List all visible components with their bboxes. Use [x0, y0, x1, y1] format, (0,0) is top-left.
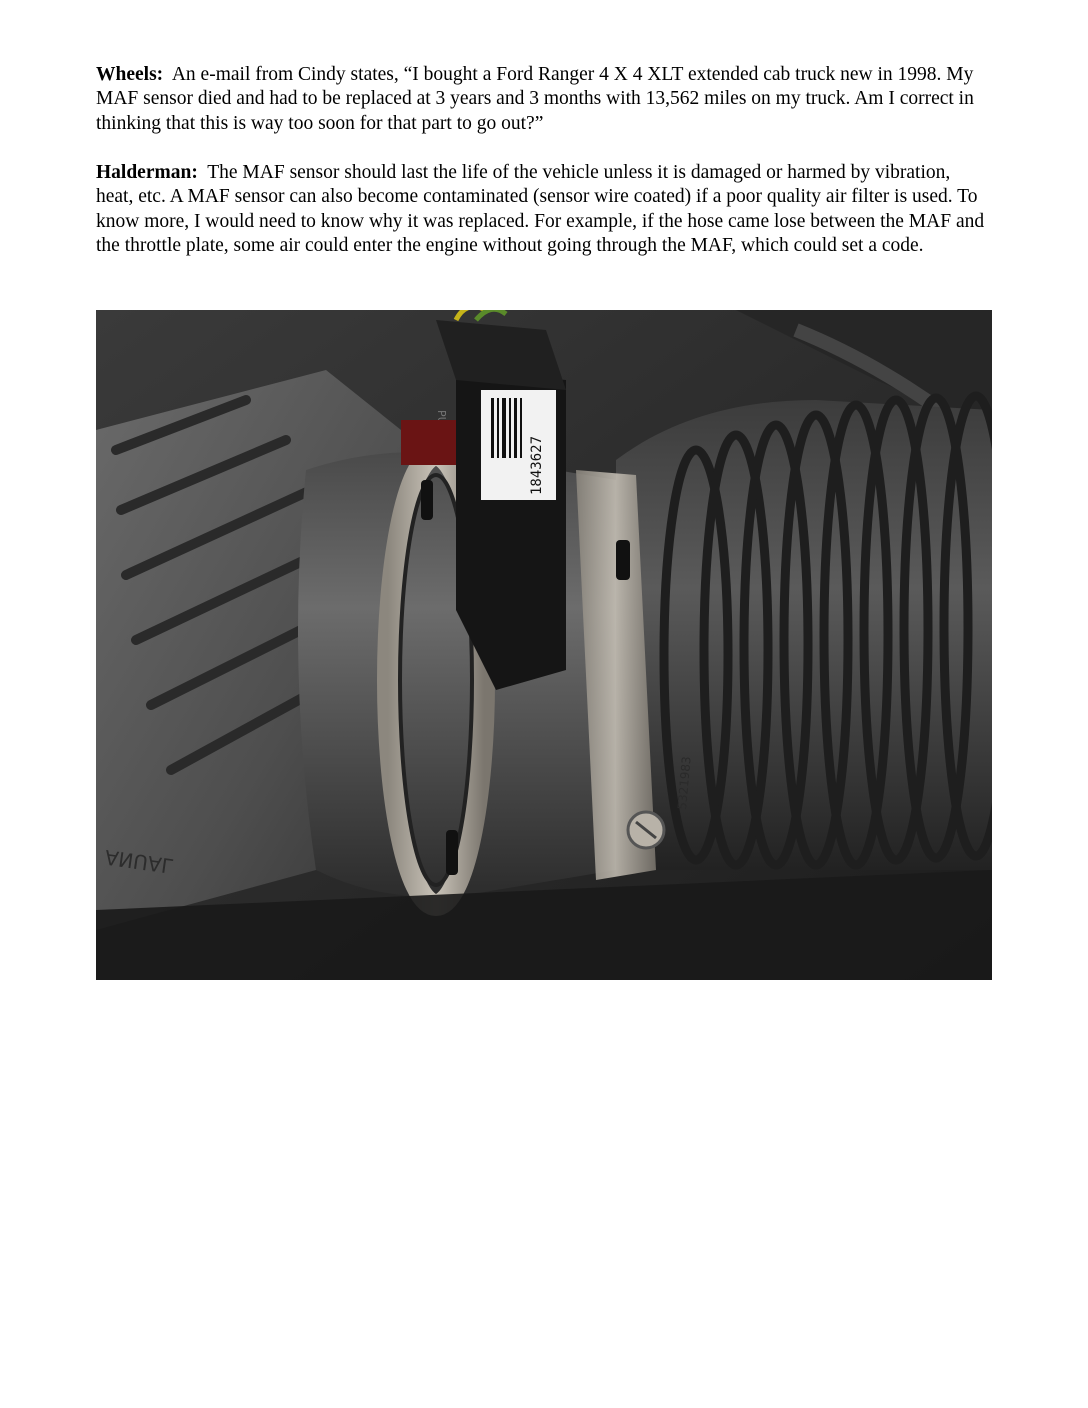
maf-sensor-photo: [96, 310, 992, 980]
sensor-barcode-label: [481, 390, 556, 500]
speaker-wheels: Wheels:: [96, 64, 164, 85]
paragraph-wheels-text: An e-mail from Cindy states, “I bought a Ford Ranger 4 X 4 XLT extended cab truck new in 1998. My MAF sensor died and had to be replaced at 3 years and 3 months with 13,562 miles on my truck. Am I correct in thinking that this is way too soon for that part to go out?”: [96, 64, 974, 134]
red-bracket: [401, 420, 456, 465]
clamp-number: 5321983: [675, 755, 694, 811]
sensor-label-number: 1843627: [529, 435, 545, 495]
paragraph-halderman-text: The MAF sensor should last the life of the vehicle unless it is damaged or harmed by vibration, heat, etc. A MAF sensor can also become contaminated (sensor wire coated) if a poor quality air filter is used. To know more, I would need to know why it was replaced. For example, if the hose came lose between the MAF and the throttle plate, some air could enter the engine without going through the MAF, which could set a code.: [96, 162, 985, 257]
paragraph-halderman: [96, 161, 992, 259]
cover-text: ANUAL: [103, 845, 175, 879]
speaker-halderman: Halderman:: [96, 162, 198, 183]
paragraph-wheels: [96, 63, 992, 136]
